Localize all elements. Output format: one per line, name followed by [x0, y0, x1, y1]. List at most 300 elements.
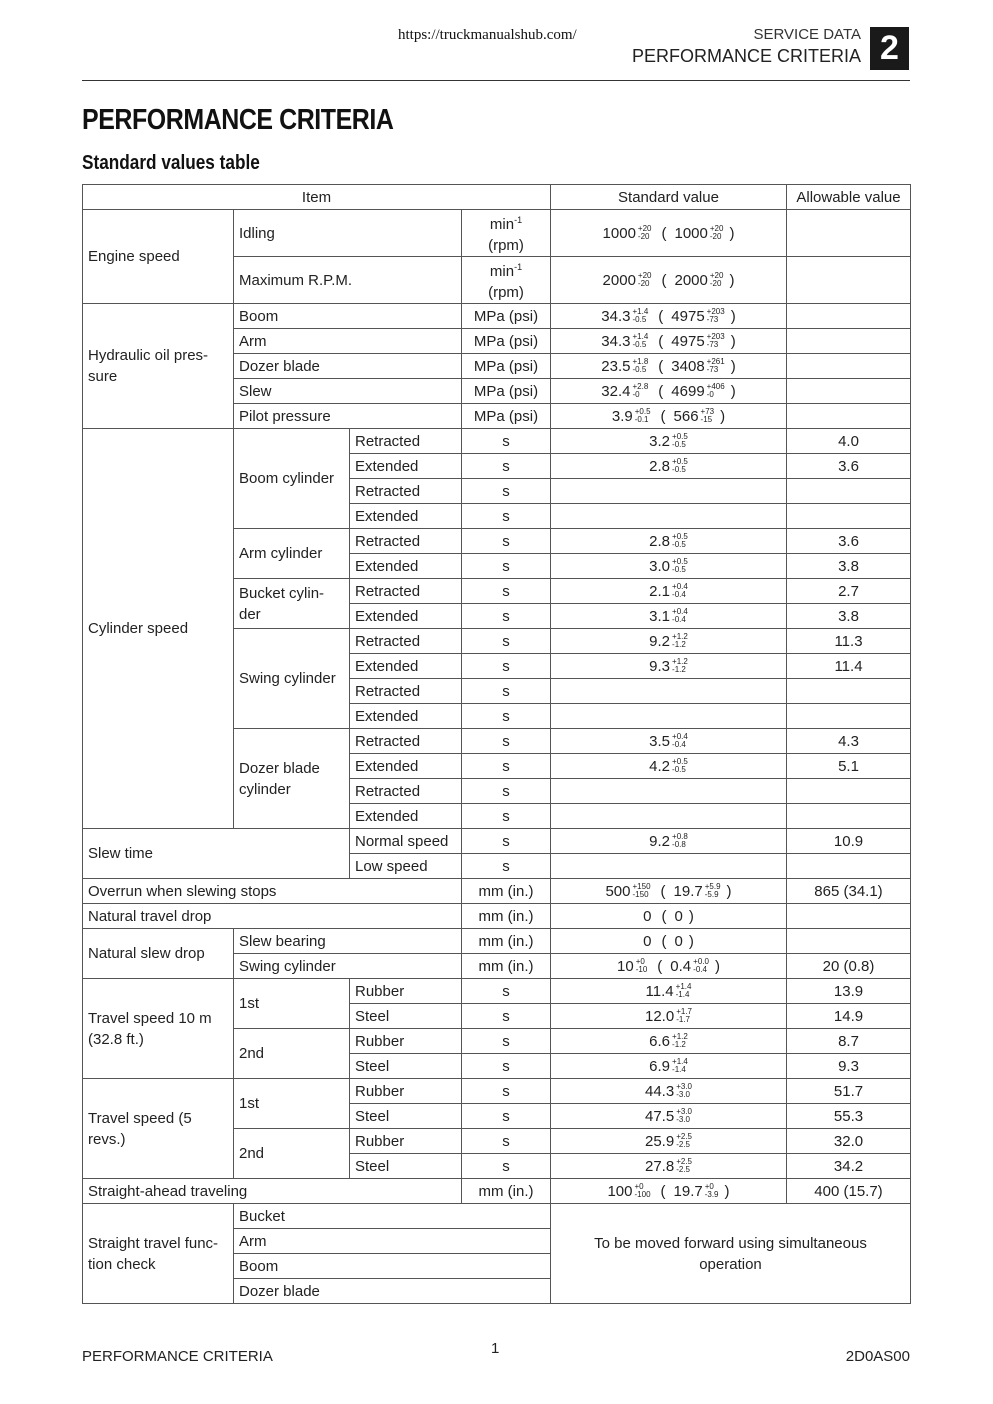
- row-label: Arm: [234, 329, 462, 354]
- allowable-value: 11.3: [787, 629, 911, 654]
- tolerance-lower: -0.4: [672, 590, 686, 599]
- tolerance: [672, 558, 688, 574]
- row-label: Maximum R.P.M.: [234, 257, 462, 304]
- tolerance-lower: -1.4: [672, 1065, 686, 1074]
- row-label: Retracted: [350, 679, 462, 704]
- tolerance-upper: +1.2: [672, 1032, 688, 1041]
- tolerance-upper: +1.8: [632, 357, 649, 366]
- value-number: 3.0: [649, 557, 671, 575]
- allowable-value: 20 (0.8): [787, 954, 911, 979]
- subgroup-label: Dozer blade cylinder: [234, 729, 350, 829]
- value-number: 100: [607, 1182, 633, 1200]
- unit-cell: s: [462, 1054, 551, 1079]
- allowable-value: 11.4: [787, 654, 911, 679]
- tolerance-lower: -5.9: [704, 890, 719, 899]
- standard-value: [551, 304, 787, 329]
- value-number: 3408: [671, 357, 705, 375]
- paren-close: ): [688, 932, 694, 950]
- header-subsection: PERFORMANCE CRITERIA: [631, 46, 861, 66]
- unit-cell: MPa (psi): [462, 329, 551, 354]
- subgroup-label: 1st: [234, 1079, 350, 1129]
- unit-cell: s: [462, 1154, 551, 1179]
- standard-value: [551, 879, 787, 904]
- tolerance-upper: +0.5: [672, 532, 688, 541]
- tolerance-upper: +73: [700, 407, 715, 416]
- unit-cell: s: [462, 1079, 551, 1104]
- value-number: 19.7: [673, 882, 703, 900]
- standard-value: [551, 904, 787, 929]
- allowable-value: [787, 854, 911, 879]
- row-label: Low speed: [350, 854, 462, 879]
- standard-value: [551, 804, 787, 829]
- unit-cell: s: [462, 1104, 551, 1129]
- allowable-value: [787, 929, 911, 954]
- value-number: 2000: [674, 271, 708, 289]
- row-label: Natural travel drop: [83, 904, 462, 929]
- allowable-value: [787, 379, 911, 404]
- standard-value: [551, 779, 787, 804]
- page-title: PERFORMANCE CRITERIA: [82, 104, 394, 136]
- value-number: 2.8: [649, 532, 671, 550]
- subgroup-label: Boom cylinder: [234, 429, 350, 529]
- paren-open: (: [660, 1182, 666, 1200]
- unit-cell: s: [462, 979, 551, 1004]
- tolerance-upper: +261: [706, 357, 725, 366]
- value-number: 0: [643, 932, 652, 950]
- unit-cell: s: [462, 454, 551, 479]
- value-number: 6.9: [649, 1057, 671, 1075]
- allowable-value: [787, 704, 911, 729]
- value-number: 566: [673, 407, 699, 425]
- allowable-value: 14.9: [787, 1004, 911, 1029]
- tolerance-lower: -73: [706, 340, 719, 349]
- tolerance: [638, 225, 652, 241]
- standard-value: To be moved forward using simultaneous operation: [551, 1204, 911, 1304]
- allowable-value: [787, 329, 911, 354]
- standard-value: [551, 1104, 787, 1129]
- row-label: Swing cylinder: [234, 954, 462, 979]
- standard-value: [551, 1154, 787, 1179]
- standard-value: [551, 704, 787, 729]
- standard-value: [551, 1079, 787, 1104]
- value-number: 34.3: [601, 307, 631, 325]
- tolerance-lower: -1.2: [672, 665, 686, 674]
- paren-open: (: [660, 407, 666, 425]
- row-label: Idling: [234, 210, 462, 257]
- allowable-value: [787, 679, 911, 704]
- tolerance-lower: -0.5: [632, 315, 647, 324]
- unit-cell: s: [462, 779, 551, 804]
- tolerance-upper: +1.7: [676, 1007, 692, 1016]
- source-url[interactable]: https://truckmanualshub.com/: [398, 27, 577, 43]
- allowable-value: 4.0: [787, 429, 911, 454]
- standard-value: [551, 854, 787, 879]
- row-label: Bucket: [234, 1204, 551, 1229]
- value-number: 1000: [602, 224, 636, 242]
- tolerance-upper: +1.4: [632, 307, 649, 316]
- unit-cell: s: [462, 1029, 551, 1054]
- tolerance-lower: -0.5: [632, 365, 647, 374]
- row-label: Pilot pressure: [234, 404, 462, 429]
- allowable-value: [787, 404, 911, 429]
- tolerance-lower: -0.4: [672, 615, 686, 624]
- allowable-value: 10.9: [787, 829, 911, 854]
- tolerance: [672, 658, 688, 674]
- tolerance: [672, 758, 688, 774]
- value-number: 47.5: [645, 1107, 675, 1125]
- tolerance-lower: -150: [632, 890, 649, 899]
- group-label: Engine speed: [83, 210, 234, 304]
- row-label: Retracted: [350, 779, 462, 804]
- tolerance-lower: -0.8: [672, 840, 686, 849]
- value-number: 2000: [602, 271, 636, 289]
- tolerance: [707, 333, 725, 349]
- tolerance: [672, 533, 688, 549]
- tolerance-upper: +2.5: [676, 1157, 692, 1166]
- allowable-value: 13.9: [787, 979, 911, 1004]
- table-row: [83, 904, 911, 929]
- paren-close: ): [729, 224, 735, 242]
- unit-cell: mm (in.): [462, 954, 551, 979]
- allowable-value: 8.7: [787, 1029, 911, 1054]
- tolerance: [676, 1008, 692, 1024]
- paren-close: ): [730, 357, 736, 375]
- tolerance-lower: -1.7: [676, 1015, 690, 1024]
- allowable-value: 5.1: [787, 754, 911, 779]
- row-label: Retracted: [350, 729, 462, 754]
- tolerance: [676, 1083, 692, 1099]
- standard-value: [551, 579, 787, 604]
- tolerance-upper: +0.4: [672, 607, 688, 616]
- value-number: 6.6: [649, 1032, 671, 1050]
- paren-close: ): [730, 307, 736, 325]
- allowable-value: 55.3: [787, 1104, 911, 1129]
- allowable-value: 3.6: [787, 454, 911, 479]
- group-label: Natural slew drop: [83, 929, 234, 979]
- paren-close: ): [714, 957, 720, 975]
- table-row: [83, 829, 911, 854]
- unit-cell: MPa (psi): [462, 304, 551, 329]
- tolerance-upper: +0.5: [672, 432, 688, 441]
- paren-close: ): [726, 882, 732, 900]
- row-label: Extended: [350, 704, 462, 729]
- unit-cell: s: [462, 529, 551, 554]
- standard-value: [551, 1054, 787, 1079]
- value-number: 3.5: [649, 732, 671, 750]
- subgroup-label: 1st: [234, 979, 350, 1029]
- row-label: Rubber: [350, 1129, 462, 1154]
- tolerance-lower: -73: [706, 365, 719, 374]
- row-label: Extended: [350, 454, 462, 479]
- tolerance: [672, 608, 688, 624]
- value-number: 2.8: [649, 457, 671, 475]
- value-number: 4699: [671, 382, 705, 400]
- value-number: 0: [674, 907, 683, 925]
- row-label: Straight-ahead traveling: [83, 1179, 462, 1204]
- allowable-value: 3.8: [787, 604, 911, 629]
- chapter-badge: 2: [870, 27, 909, 70]
- tolerance-lower: -2.5: [676, 1140, 690, 1149]
- allowable-value: 400 (15.7): [787, 1179, 911, 1204]
- table-row: [83, 210, 911, 257]
- tolerance-lower: -3.0: [676, 1090, 690, 1099]
- standard-value: [551, 979, 787, 1004]
- group-label: Hydraulic oil pres-sure: [83, 304, 234, 429]
- group-label: Travel speed (5 revs.): [83, 1079, 234, 1179]
- tolerance-upper: +20: [637, 271, 652, 280]
- value-number: 9.3: [649, 657, 671, 675]
- tolerance: [710, 225, 724, 241]
- row-label: Extended: [350, 504, 462, 529]
- tolerance-upper: +203: [706, 332, 725, 341]
- unit-cell: MPa (psi): [462, 404, 551, 429]
- allowable-value: 865 (34.1): [787, 879, 911, 904]
- tolerance-upper: +1.2: [672, 657, 688, 666]
- value-number: 12.0: [645, 1007, 675, 1025]
- standard-value: [551, 954, 787, 979]
- tolerance: [672, 433, 688, 449]
- paren-open: (: [658, 357, 664, 375]
- standard-value: [551, 210, 787, 257]
- value-number: 4975: [671, 332, 705, 350]
- tolerance-lower: -0.5: [672, 440, 686, 449]
- tolerance-upper: +20: [637, 224, 652, 233]
- tolerance-upper: +0.0: [693, 957, 709, 966]
- paren-close: ): [688, 907, 694, 925]
- paren-open: (: [661, 224, 667, 242]
- row-label: Retracted: [350, 629, 462, 654]
- tolerance-upper: +0.4: [672, 582, 688, 591]
- standard-value: [551, 429, 787, 454]
- header-rule: [82, 80, 910, 81]
- unit-cell: s: [462, 854, 551, 879]
- tolerance: [633, 358, 649, 374]
- tolerance-lower: -0.1: [634, 415, 649, 424]
- unit-cell: $\min^{-1}$ (rpm): [462, 210, 551, 257]
- group-label: Slew time: [83, 829, 350, 879]
- tolerance-upper: +0: [704, 1182, 714, 1191]
- tolerance: [633, 383, 649, 399]
- table-header-row: [83, 185, 911, 210]
- tolerance: [635, 408, 651, 424]
- row-label: Rubber: [350, 979, 462, 1004]
- group-label: Travel speed 10 m (32.8 ft.): [83, 979, 234, 1079]
- tolerance-lower: -0.5: [672, 465, 686, 474]
- subgroup-label: Swing cylinder: [234, 629, 350, 729]
- tolerance-upper: +150: [632, 882, 651, 891]
- tolerance-upper: +406: [706, 382, 725, 391]
- table-row: [83, 1204, 911, 1229]
- tolerance-upper: +0.5: [672, 557, 688, 566]
- section-subtitle: Standard values table: [82, 152, 260, 174]
- paren-close: ): [729, 271, 735, 289]
- row-label: Overrun when slewing stops: [83, 879, 462, 904]
- tolerance-lower: -0.5: [672, 565, 686, 574]
- tolerance: [633, 333, 649, 349]
- tolerance-lower: -0.4: [693, 965, 707, 974]
- tolerance-lower: -0: [706, 390, 714, 399]
- unit-cell: MPa (psi): [462, 379, 551, 404]
- tolerance-lower: -20: [637, 279, 650, 288]
- value-number: 4975: [671, 307, 705, 325]
- paren-open: (: [658, 382, 664, 400]
- value-number: 19.7: [673, 1182, 703, 1200]
- tolerance: [676, 1108, 692, 1124]
- tolerance-upper: +0: [634, 1182, 644, 1191]
- value-number: 11.4: [645, 982, 674, 1000]
- allowable-value: [787, 804, 911, 829]
- allowable-value: [787, 479, 911, 504]
- tolerance-lower: -1.4: [675, 990, 690, 999]
- paren-open: (: [661, 932, 667, 950]
- row-label: Slew bearing: [234, 929, 462, 954]
- col-header-item: Item: [83, 185, 551, 210]
- unit-cell: s: [462, 579, 551, 604]
- allowable-value: 3.6: [787, 529, 911, 554]
- allowable-value: 51.7: [787, 1079, 911, 1104]
- unit-cell: s: [462, 704, 551, 729]
- allowable-value: [787, 354, 911, 379]
- page-number: 1: [491, 1340, 500, 1357]
- standard-value: [551, 504, 787, 529]
- subgroup-label: 2nd: [234, 1029, 350, 1079]
- paren-open: (: [661, 907, 667, 925]
- row-label: Slew: [234, 379, 462, 404]
- row-label: Arm: [234, 1229, 551, 1254]
- value-number: 34.3: [601, 332, 631, 350]
- unit-cell: s: [462, 679, 551, 704]
- tolerance-upper: +5.9: [704, 882, 721, 891]
- tolerance-upper: +2.5: [676, 1132, 692, 1141]
- standard-value: [551, 479, 787, 504]
- tolerance: [705, 1183, 719, 1199]
- value-number: 9.2: [649, 632, 671, 650]
- row-label: Extended: [350, 604, 462, 629]
- tolerance-upper: +1.4: [632, 332, 649, 341]
- tolerance-lower: -2.5: [676, 1165, 690, 1174]
- allowable-value: [787, 210, 911, 257]
- unit-cell: MPa (psi): [462, 354, 551, 379]
- row-label: Rubber: [350, 1029, 462, 1054]
- tolerance-upper: +0.5: [672, 457, 688, 466]
- row-label: Steel: [350, 1054, 462, 1079]
- tolerance-lower: -0.5: [672, 765, 686, 774]
- row-label: Normal speed: [350, 829, 462, 854]
- table-row: [83, 304, 911, 329]
- tolerance: [635, 1183, 651, 1199]
- tolerance-upper: +0.5: [634, 407, 651, 416]
- standard-value: [551, 1179, 787, 1204]
- standard-value: [551, 529, 787, 554]
- allowable-value: 3.8: [787, 554, 911, 579]
- paren-close: ): [724, 1182, 730, 1200]
- unit-cell: s: [462, 629, 551, 654]
- standard-value: [551, 257, 787, 304]
- tolerance-lower: -0.4: [672, 740, 686, 749]
- unit-cell: s: [462, 729, 551, 754]
- allowable-value: 2.7: [787, 579, 911, 604]
- tolerance-lower: -73: [706, 315, 719, 324]
- tolerance: [638, 272, 652, 288]
- value-number: 4.2: [649, 757, 671, 775]
- allowable-value: 4.3: [787, 729, 911, 754]
- tolerance-lower: -10: [635, 965, 648, 974]
- tolerance: [707, 383, 725, 399]
- tolerance: [672, 458, 688, 474]
- tolerance-upper: +3.0: [676, 1107, 692, 1116]
- footer-section: PERFORMANCE CRITERIA: [82, 1348, 273, 1365]
- group-label: Cylinder speed: [83, 429, 234, 829]
- standard-value: [551, 354, 787, 379]
- table-row: [83, 1179, 911, 1204]
- paren-close: ): [720, 407, 726, 425]
- tolerance-upper: +1.2: [672, 632, 688, 641]
- allowable-value: 34.2: [787, 1154, 911, 1179]
- table-row: [83, 1079, 911, 1104]
- subgroup-label: Arm cylinder: [234, 529, 350, 579]
- unit-cell: mm (in.): [462, 879, 551, 904]
- row-label: Retracted: [350, 579, 462, 604]
- row-label: Steel: [350, 1004, 462, 1029]
- value-number: 0.4: [670, 957, 692, 975]
- tolerance-lower: -3.0: [676, 1115, 690, 1124]
- tolerance: [633, 883, 651, 899]
- tolerance: [672, 733, 688, 749]
- subgroup-label: 2nd: [234, 1129, 350, 1179]
- header-section: SERVICE DATA: [753, 26, 861, 43]
- standard-value: [551, 654, 787, 679]
- standard-value: [551, 554, 787, 579]
- value-number: 0: [643, 907, 652, 925]
- row-label: Extended: [350, 554, 462, 579]
- value-number: 2.1: [649, 582, 671, 600]
- table-row: [83, 929, 911, 954]
- allowable-value: [787, 904, 911, 929]
- row-label: Boom: [234, 1254, 551, 1279]
- tolerance: [633, 308, 649, 324]
- paren-open: (: [658, 307, 664, 325]
- row-label: Retracted: [350, 429, 462, 454]
- unit-cell: s: [462, 429, 551, 454]
- value-number: 10: [617, 957, 634, 975]
- tolerance-lower: -3.9: [704, 1190, 719, 1199]
- paren-open: (: [658, 332, 664, 350]
- tolerance: [676, 983, 692, 999]
- paren-close: ): [730, 382, 736, 400]
- value-number: 27.8: [645, 1157, 675, 1175]
- tolerance-upper: +20: [709, 271, 724, 280]
- tolerance: [672, 633, 688, 649]
- standard-value: [551, 379, 787, 404]
- tolerance-upper: +1.4: [675, 982, 692, 991]
- row-label: Extended: [350, 804, 462, 829]
- tolerance-lower: -20: [637, 232, 650, 241]
- value-number: 3.1: [649, 607, 671, 625]
- standard-value: [551, 329, 787, 354]
- col-header-standard: Standard value: [551, 185, 787, 210]
- allowable-value: [787, 257, 911, 304]
- standard-value: [551, 679, 787, 704]
- subgroup-label: Bucket cylin-der: [234, 579, 350, 629]
- tolerance: [693, 958, 709, 974]
- tolerance: [636, 958, 648, 974]
- value-number: 9.2: [649, 832, 671, 850]
- tolerance-lower: -1.2: [672, 640, 686, 649]
- paren-open: (: [660, 882, 666, 900]
- row-label: Extended: [350, 754, 462, 779]
- tolerance-upper: +2.8: [632, 382, 649, 391]
- tolerance-lower: -0.5: [632, 340, 647, 349]
